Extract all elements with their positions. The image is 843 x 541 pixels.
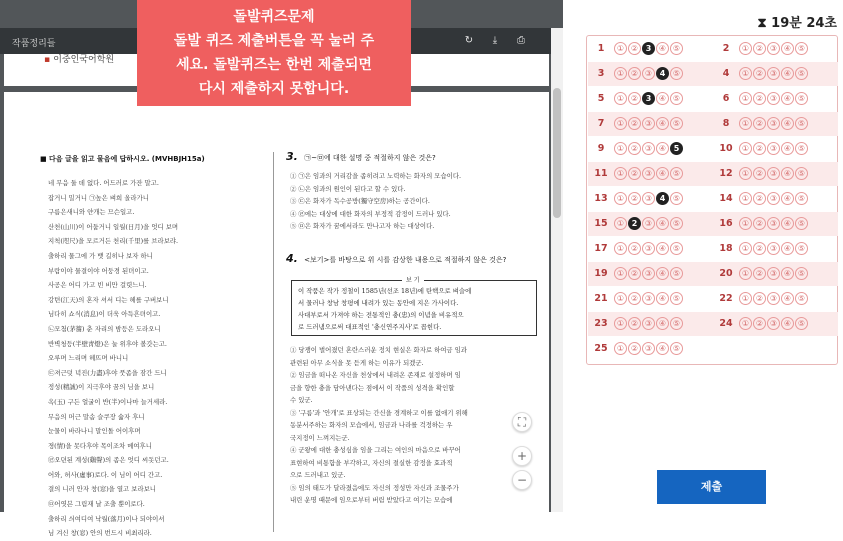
answer-option[interactable]: ⑤: [795, 217, 808, 230]
question-3-number: 3.: [286, 150, 298, 163]
bogi-line: 로 드러냄으로써 대표적인 '충신연주지사'로 꼽힌다.: [298, 323, 442, 331]
answer-option[interactable]: ⑤: [795, 117, 808, 130]
answer-option[interactable]: ①: [739, 267, 752, 280]
answer-option[interactable]: ①: [739, 192, 752, 205]
answer-option[interactable]: ⑤: [670, 292, 683, 305]
answer-option[interactable]: ①: [739, 67, 752, 80]
option-line: 표현하여 비통함을 부각하고, 자신의 절실한 감정을 효과적: [290, 458, 453, 467]
question-4-options: [290, 344, 545, 507]
answer-option[interactable]: ④: [656, 92, 669, 105]
question-number: 4: [722, 68, 730, 79]
answer-option[interactable]: ⑤: [670, 217, 683, 230]
academy-logo: ▪ 이중인국어학원: [44, 55, 115, 65]
answer-option[interactable]: ②: [753, 317, 766, 330]
hourglass-icon: ⧗: [757, 16, 767, 31]
answer-option[interactable]: ②: [753, 167, 766, 180]
answer-option[interactable]: ③: [642, 117, 655, 130]
answer-option[interactable]: ③: [767, 167, 780, 180]
answer-option[interactable]: ④: [656, 217, 669, 230]
option-line: ④ 군왕에 대한 충성심을 임을 그리는 여인의 마음으로 바꾸어: [290, 446, 461, 454]
answer-options: [739, 317, 809, 336]
pdf-scrollbar[interactable]: [551, 28, 563, 512]
answer-option[interactable]: ②: [628, 192, 641, 205]
answer-option[interactable]: ①: [614, 292, 627, 305]
question-number: 10: [719, 143, 733, 154]
option-line: 관련된 아무 소식을 못 듣게 하는 이유가 되겠군.: [290, 358, 424, 367]
scroll-thumb[interactable]: [553, 88, 561, 218]
answer-option[interactable]: ④: [781, 217, 794, 230]
answer-option[interactable]: ④: [781, 142, 794, 155]
answer-option[interactable]: ②: [753, 117, 766, 130]
answer-option[interactable]: ③: [767, 192, 780, 205]
question-row: [713, 62, 838, 86]
answer-option[interactable]: ②: [753, 92, 766, 105]
answer-options: [739, 267, 809, 286]
answer-option[interactable]: ②: [628, 342, 641, 355]
question-number: 16: [719, 218, 733, 229]
question-3: [286, 150, 546, 163]
passage-line: 님다히 쇼식(消息)이 더욱 아득흔뎌이고.: [48, 310, 161, 319]
question-row: [588, 337, 713, 361]
answer-option[interactable]: ④: [781, 267, 794, 280]
answer-option[interactable]: ①: [739, 117, 752, 130]
answer-option[interactable]: ①: [614, 42, 627, 55]
answer-options: [739, 67, 809, 86]
answer-option[interactable]: ④: [656, 242, 669, 255]
option-line: ② ㉡은 임과의 원인이 된다고 할 수 있다.: [290, 184, 406, 193]
answer-option[interactable]: ④: [656, 317, 669, 330]
print-icon[interactable]: ⎙: [517, 35, 525, 46]
question-row: [713, 112, 838, 136]
answer-option[interactable]: ⑤: [670, 342, 683, 355]
question-number: 7: [597, 118, 605, 129]
answer-option[interactable]: ④: [656, 267, 669, 280]
question-row: [588, 262, 713, 286]
question-row: [588, 112, 713, 136]
answer-option[interactable]: ⑤: [670, 117, 683, 130]
question-3-options: [290, 170, 545, 233]
passage-line: ㉣오뎐된 계성(鷄聲)의 좀은 엇디 씨돗던고.: [48, 456, 169, 465]
answer-option[interactable]: ③: [642, 242, 655, 255]
passage-line: 눈물이 바라나니 말인돌 어이후며: [48, 427, 141, 436]
answer-option[interactable]: ⑤: [795, 317, 808, 330]
answer-option[interactable]: ④: [656, 342, 669, 355]
passage-line: 님 겨신 창(窓) 안의 번드시 비최리라.: [48, 529, 152, 538]
answer-option[interactable]: ②: [628, 242, 641, 255]
answer-option[interactable]: ①: [614, 92, 627, 105]
question-number: 12: [719, 168, 733, 179]
zoom-out-button[interactable]: −: [512, 470, 532, 490]
passage-line: 산천(山川)이 어둡거니 일월(日月)을 엇디 보며: [48, 222, 179, 231]
timer-text: 19분 24초: [771, 16, 837, 31]
answer-option[interactable]: ①: [614, 317, 627, 330]
popup-quiz-banner: [137, 0, 411, 106]
passage-line: 강텬(江天)의 혼자 셔서 디는 헤를 구버보니: [48, 295, 169, 304]
answer-option[interactable]: ③: [642, 267, 655, 280]
question-number: 11: [594, 168, 608, 179]
bogi-line: 사대부로서 가져야 하는 전통적인 충(忠)의 이념을 비유적으: [298, 311, 464, 319]
answer-option[interactable]: ②: [753, 217, 766, 230]
passage-line: 잡거니 밀거니 ㉠높은 벼희 올라가니: [48, 193, 149, 202]
answer-option[interactable]: ③: [642, 167, 655, 180]
answer-option[interactable]: ②: [753, 242, 766, 255]
answer-option-selected[interactable]: 4: [656, 67, 669, 80]
bogi-label: 보 기: [402, 275, 424, 287]
answer-option[interactable]: ③: [642, 342, 655, 355]
question-row: [713, 312, 838, 336]
answer-option[interactable]: ⑤: [670, 42, 683, 55]
answer-option-selected[interactable]: 5: [670, 142, 683, 155]
option-line: ② 임금을 떠나온 자신을 천상에서 내려온 존재로 설정하며 임: [290, 371, 461, 379]
answer-option[interactable]: ①: [739, 217, 752, 230]
answer-option-selected[interactable]: 3: [642, 92, 655, 105]
answer-option[interactable]: ④: [781, 292, 794, 305]
answer-option[interactable]: ③: [767, 217, 780, 230]
submit-button[interactable]: 제출: [657, 470, 766, 504]
answer-option[interactable]: ③: [767, 92, 780, 105]
answer-options: [614, 42, 684, 61]
question-number: 15: [594, 218, 608, 229]
answer-option[interactable]: ①: [739, 317, 752, 330]
answer-option[interactable]: ②: [753, 292, 766, 305]
option-line: ③ ㉢은 화자가 독수공방(獨守空房)하는 공간이다.: [290, 197, 430, 205]
banner-line-4: 다시 제출하지 못합니다.: [198, 81, 350, 97]
question-number: 6: [722, 93, 730, 104]
answer-option[interactable]: ⑤: [795, 167, 808, 180]
column-divider: [273, 152, 274, 532]
question-row: [588, 87, 713, 111]
banner-line-2: 돌발 퀴즈 제출버튼을 꼭 눌러 주: [173, 33, 375, 49]
option-line: ① ㉠은 임과의 거리감을 좁히려고 노력하는 화자의 모습이다.: [290, 172, 462, 180]
answer-option[interactable]: ③: [642, 192, 655, 205]
question-number: 21: [594, 293, 608, 304]
answer-options: [614, 167, 684, 186]
answer-option[interactable]: ②: [628, 67, 641, 80]
answer-option[interactable]: ②: [628, 92, 641, 105]
option-line: 수 있군.: [290, 396, 313, 404]
question-number: 19: [594, 268, 608, 279]
question-row: [713, 187, 838, 211]
download-icon[interactable]: ⤓: [492, 35, 498, 46]
answer-options: [614, 292, 684, 311]
answer-option[interactable]: ③: [767, 292, 780, 305]
question-row: [588, 137, 713, 161]
answer-options: [739, 217, 809, 236]
answer-option[interactable]: ⑤: [670, 317, 683, 330]
answer-option[interactable]: ②: [628, 292, 641, 305]
answer-option[interactable]: ③: [642, 67, 655, 80]
answer-options: [614, 92, 684, 111]
question-4: [286, 252, 546, 265]
answer-option-selected[interactable]: 4: [656, 192, 669, 205]
answer-option[interactable]: ④: [781, 242, 794, 255]
question-row: [713, 137, 838, 161]
answer-option[interactable]: ①: [739, 167, 752, 180]
answer-option[interactable]: ②: [628, 42, 641, 55]
answer-options: [739, 117, 809, 136]
answer-option[interactable]: ④: [781, 317, 794, 330]
answer-option[interactable]: ①: [739, 292, 752, 305]
answer-option[interactable]: ①: [614, 167, 627, 180]
passage-line: 출하리 싀여디여 낙월(落月)이나 되야이셔: [48, 514, 165, 523]
question-row: [588, 237, 713, 261]
question-row: [713, 37, 838, 61]
bogi-box: [291, 277, 537, 336]
answer-option[interactable]: ④: [781, 117, 794, 130]
question-4-text: <보기>를 바탕으로 위 시를 감상한 내용으로 적절하지 않은 것은?: [304, 256, 507, 264]
question-number: 23: [594, 318, 608, 329]
question-number: 20: [719, 268, 733, 279]
question-3-text: ㉠~㉤에 대한 설명 중 적절하지 않은 것은?: [304, 154, 436, 162]
passage-line: 정성(精誠)이 지극후야 꿈의 님을 보니: [48, 383, 155, 392]
answer-option[interactable]: ①: [614, 117, 627, 130]
answer-option[interactable]: ④: [656, 142, 669, 155]
answer-option[interactable]: ⑤: [795, 92, 808, 105]
answer-option[interactable]: ④: [781, 192, 794, 205]
answer-option[interactable]: ③: [767, 142, 780, 155]
pdf-page: [4, 92, 549, 538]
answer-option[interactable]: ⑤: [795, 42, 808, 55]
zoom-in-button[interactable]: +: [512, 446, 532, 466]
option-line: ⑤ ㉤은 화자가 꿈에서라도 만나고자 하는 대상이다.: [290, 222, 435, 230]
passage-line: 옥(玉) 구든 얼굴이 반(半)이나마 늘거세라.: [48, 397, 168, 406]
answer-option[interactable]: ⑤: [795, 192, 808, 205]
option-line: ④ ㉣에는 대상에 대한 화자의 부정적 감정이 드러나 있다.: [290, 209, 451, 218]
timer: [758, 12, 838, 31]
answer-option[interactable]: ⑤: [670, 267, 683, 280]
answer-option[interactable]: ④: [781, 67, 794, 80]
answer-option[interactable]: ①: [739, 92, 752, 105]
answer-options: [739, 92, 809, 111]
option-line: 금을 향한 충을 담아낸다는 점에서 이 작품의 성격을 확인할: [290, 383, 455, 392]
answer-option[interactable]: ⑤: [670, 242, 683, 255]
question-number: 1: [597, 43, 605, 54]
answer-option[interactable]: ③: [767, 242, 780, 255]
answer-option[interactable]: ⑤: [795, 292, 808, 305]
question-4-number: 4.: [286, 252, 298, 265]
answer-option[interactable]: ③: [642, 217, 655, 230]
passage-line: 어와, 허사(虛事)로다. 이 님이 어디 간고.: [48, 470, 163, 479]
option-line: 동분서주하는 화자의 모습에서, 임금과 나라를 걱정하는 우: [290, 421, 453, 429]
answer-options: [614, 342, 684, 361]
answer-option[interactable]: ②: [753, 67, 766, 80]
question-row: [588, 212, 713, 236]
answer-options: [739, 292, 809, 311]
answer-option[interactable]: ①: [614, 267, 627, 280]
answer-options: [739, 167, 809, 186]
answer-options: [739, 192, 809, 211]
passage-line: 출하리 물그에 가 뱃 길히나 보자 하니: [48, 251, 153, 260]
answer-option[interactable]: ③: [642, 292, 655, 305]
question-row: [588, 312, 713, 336]
answer-options: [614, 317, 684, 336]
answer-option[interactable]: ③: [642, 142, 655, 155]
question-row: [713, 237, 838, 261]
option-line: ⑤ 임의 태도가 달라졌음에도 자신의 정성만 자신과 조물주가: [290, 483, 459, 492]
option-line: 국지정이 느껴지는군.: [290, 433, 350, 442]
answer-options: [614, 117, 684, 136]
logo-text: 이중인국어학원: [53, 55, 115, 65]
answer-option[interactable]: ⑤: [795, 142, 808, 155]
answer-grid: [586, 35, 838, 365]
option-line: 으로 드러내고 있군.: [290, 471, 346, 479]
passage-line: ㉢져근덧 녁진(力盡)후야 풋좀을 잠간 드니: [48, 368, 167, 377]
answer-option-selected[interactable]: 3: [642, 42, 655, 55]
answer-option[interactable]: ①: [614, 142, 627, 155]
question-row: [713, 287, 838, 311]
passage-line: 지척(咫尺)을 모르거든 천리(千里)를 브라보랴.: [48, 237, 179, 246]
answer-option[interactable]: ④: [656, 117, 669, 130]
answer-option[interactable]: ③: [767, 117, 780, 130]
question-row: [588, 162, 713, 186]
answer-option[interactable]: ①: [614, 242, 627, 255]
passage-line: ㉤어엿븐 그림재 날 조출 뿐이로다.: [48, 500, 145, 509]
answer-options: [739, 242, 809, 261]
answer-option[interactable]: ③: [642, 317, 655, 330]
question-number: 18: [719, 243, 733, 254]
passage-line: 구름은새니와 얀개는 므슨일고.: [48, 208, 135, 217]
bogi-text: [298, 285, 530, 333]
answer-option-selected[interactable]: 2: [628, 217, 641, 230]
answer-option[interactable]: ④: [656, 42, 669, 55]
question-row: [713, 212, 838, 236]
question-number: 17: [594, 243, 608, 254]
question-number: 13: [594, 193, 608, 204]
passage-line: 반벽청등(半壁靑燈)은 눌 위후야 볼갓는고.: [48, 339, 167, 348]
answer-options: [614, 67, 684, 86]
bogi-line: 서 물러나 창남 창평에 내려가 있는 동안에 지은 가사이다.: [298, 299, 459, 307]
option-line: 내린 운명 때문에 임으로부터 버림 받았다고 여기는 모습에: [290, 496, 453, 504]
answer-option[interactable]: ⑤: [795, 67, 808, 80]
answer-options: [739, 42, 809, 61]
option-line: ① 당쟁이 벌어졌던 혼란스러운 정치 현실은 화자로 하여금 임과: [290, 346, 467, 354]
answer-option[interactable]: ①: [739, 242, 752, 255]
banner-line-1: 돌발퀴즈문제: [233, 9, 315, 25]
answer-option[interactable]: ④: [781, 167, 794, 180]
question-number: 2: [722, 43, 730, 54]
answer-option[interactable]: ①: [614, 342, 627, 355]
answer-option[interactable]: ①: [739, 42, 752, 55]
question-number: 22: [719, 293, 733, 304]
answer-option[interactable]: ②: [628, 167, 641, 180]
question-number: 3: [597, 68, 605, 79]
answer-options: [614, 142, 684, 161]
answer-options: [614, 192, 684, 211]
passage-line: 네 무음 둘 데 없다. 어드러로 가잔 말고.: [48, 179, 159, 187]
answer-option[interactable]: ②: [628, 117, 641, 130]
answer-option[interactable]: ②: [628, 317, 641, 330]
passage-line: 사공은 어디 가고 빈 비만 걸렷느니.: [48, 281, 147, 290]
answer-option[interactable]: ①: [614, 67, 627, 80]
answer-option[interactable]: ④: [656, 292, 669, 305]
question-row: [588, 287, 713, 311]
answer-option[interactable]: ①: [614, 217, 627, 230]
passage-line: 졍(情)을 못다후야 목이조차 메여후니: [48, 441, 152, 450]
question-number: 14: [719, 193, 733, 204]
answer-options: [614, 217, 684, 236]
answer-option[interactable]: ②: [753, 192, 766, 205]
answer-option[interactable]: ⑤: [795, 267, 808, 280]
question-row: [588, 62, 713, 86]
answer-option[interactable]: ⑤: [670, 92, 683, 105]
passage-line: 결의 니러 안자 창(窓)을 열고 보라보니: [48, 485, 156, 494]
option-line: ③ '구름'과 '안개'로 표상되는 간신을 경계하고 이를 없애기 위해: [290, 408, 468, 417]
answer-options: [739, 142, 809, 161]
answer-option[interactable]: ①: [614, 192, 627, 205]
answer-option[interactable]: ③: [767, 267, 780, 280]
pdf-title: 작품정리들: [12, 39, 56, 49]
passage: [48, 176, 263, 541]
answer-option[interactable]: ⑤: [670, 167, 683, 180]
passage-line: 부람이야 물결이야 어둥경 된뎌이고.: [48, 266, 149, 275]
question-number: 5: [597, 93, 605, 104]
answer-panel: [574, 0, 843, 512]
question-row: [713, 162, 838, 186]
answer-option[interactable]: ②: [628, 267, 641, 280]
question-number: 25: [594, 343, 608, 354]
answer-option[interactable]: ⑤: [670, 192, 683, 205]
answer-option[interactable]: ④: [656, 167, 669, 180]
question-number: 9: [597, 143, 605, 154]
rotate-icon[interactable]: ↻: [464, 35, 474, 46]
question-row: [713, 87, 838, 111]
answer-option[interactable]: ③: [767, 317, 780, 330]
passage-line: ㉡모첨(茅簷) 춘 자리의 밤등은 도라오니: [48, 324, 161, 333]
question-row: [713, 262, 838, 286]
bogi-line: 이 작품은 작가 정철이 1585년(선조 18년)에 탄핵으로 벼슬에: [298, 287, 472, 295]
question-number: 24: [719, 318, 733, 329]
answer-option[interactable]: ④: [781, 42, 794, 55]
answer-option[interactable]: ⑤: [795, 242, 808, 255]
answer-option[interactable]: ②: [628, 142, 641, 155]
passage-line: 오루며 느리며 헤뜨며 바니니: [48, 354, 129, 363]
answer-option[interactable]: ③: [767, 67, 780, 80]
answer-option[interactable]: ④: [781, 92, 794, 105]
banner-line-3: 세요. 돌발퀴즈는 한번 제출되면: [176, 57, 372, 73]
answer-option[interactable]: ①: [739, 142, 752, 155]
answer-option[interactable]: ②: [753, 42, 766, 55]
passage-line: 무음의 머근 말솜 슬쿠장 숣자 후니: [48, 412, 145, 421]
answer-options: [614, 267, 684, 286]
answer-option[interactable]: ⑤: [670, 67, 683, 80]
answer-options: [614, 242, 684, 261]
answer-option[interactable]: ③: [767, 42, 780, 55]
question-number: 8: [722, 118, 730, 129]
fit-page-button[interactable]: ⛶: [512, 412, 532, 432]
question-row: [588, 37, 713, 61]
answer-option[interactable]: ②: [753, 267, 766, 280]
question-row: [588, 187, 713, 211]
instruction: ■ 다음 글을 읽고 물음에 답하시오. (MVHBJH15a): [40, 155, 205, 163]
answer-option[interactable]: ②: [753, 142, 766, 155]
